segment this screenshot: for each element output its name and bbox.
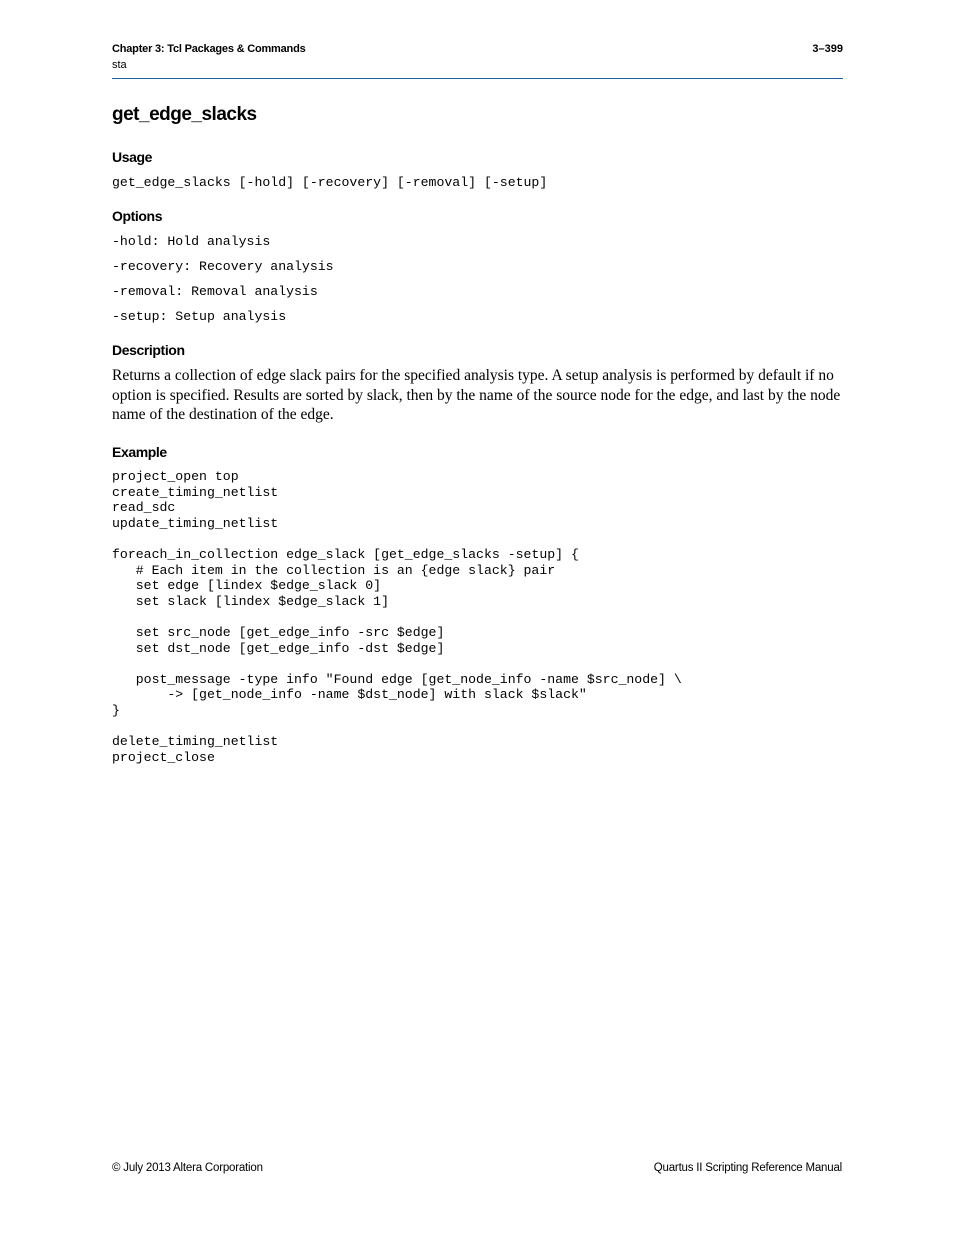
command-title: get_edge_slacks [112,104,257,125]
chapter-title: Chapter 3: Tcl Packages & Commands [112,43,306,55]
usage-syntax: get_edge_slacks [-hold] [-recovery] [-removal] [-setup] [112,175,548,190]
page-header [112,42,843,79]
option-setup: -setup: Setup analysis [112,309,287,324]
footer-manual-title: Quartus II Scripting Reference Manual [653,1162,842,1174]
option-recovery: -recovery: Recovery analysis [112,259,334,274]
description-heading: Description [112,342,185,358]
option-hold: -hold: Hold analysis [112,234,271,249]
footer-copyright: © July 2013 Altera Corporation [112,1162,263,1174]
page-number: 3–399 [812,43,843,55]
description-text: Returns a collection of edge slack pairs for the specified analysis type. A setup analysis is performed by default if no option is specified. Results are sorted by slack, then by the name of the source node for the edge, and last by the node name of the destination of the edge. [112,367,841,423]
example-heading: Example [112,444,167,460]
usage-heading: Usage [112,149,153,165]
options-heading: Options [112,208,163,224]
example-code-block: project_open top create_timing_netlist read_sdc update_timing_netlist foreach_in_collection edge_slack [get_edge_slacks -setup] { # Each item in the collection is an {edge slack} pair set edge [lindex $edge_slack 0] set slack [lindex $edge_slack 1] set src_node [get_edge_info -src $edge] set dst_node [get_edge_info -dst $edge] post_message -type info "Found edge [get_node_info -name $src_node] \ -> [get_node_info -name $dst_node] with slack $slack" } delete_timing_netlist project_close [112,469,682,765]
section-name: sta [112,59,127,71]
option-removal: -removal: Removal analysis [112,284,318,299]
